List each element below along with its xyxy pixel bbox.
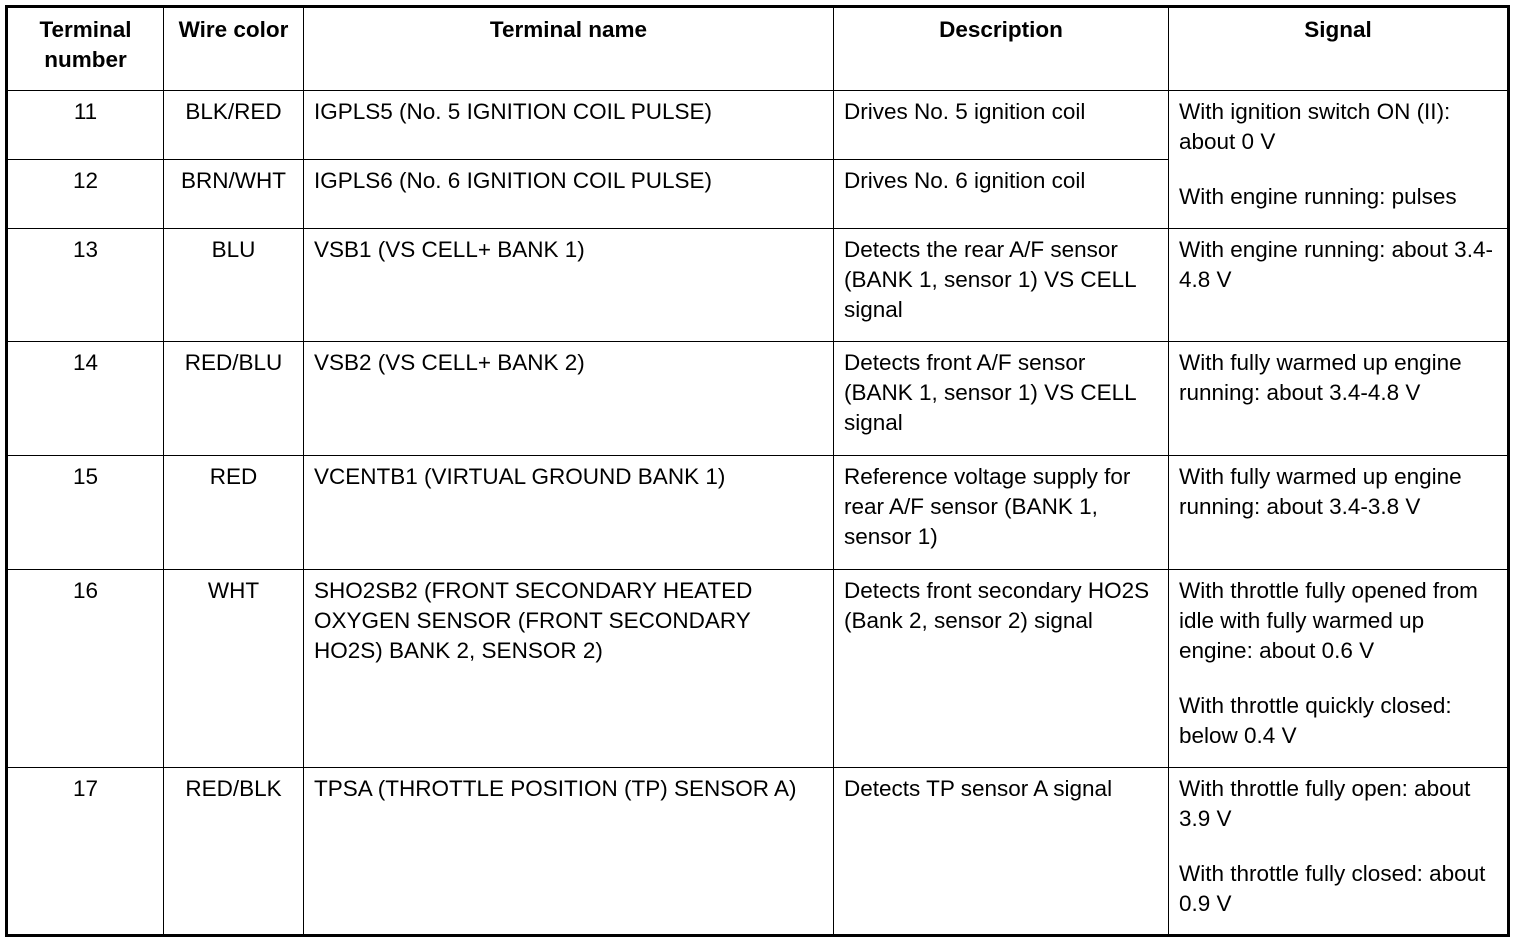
page bbox=[5, 5, 1510, 937]
table-row bbox=[7, 768, 1509, 936]
terminal-number-cell: 11 bbox=[7, 91, 164, 160]
description-cell: Detects front A/F sensor (BANK 1, sensor 1) VS CELL signal bbox=[834, 342, 1169, 456]
terminal-number-cell: 12 bbox=[7, 160, 164, 229]
wire-color-cell: BRN/WHT bbox=[164, 160, 304, 229]
terminal-name-cell: IGPLS5 (No. 5 IGNITION COIL PULSE) bbox=[304, 91, 834, 160]
signal-line: With throttle fully closed: about 0.9 V bbox=[1179, 861, 1486, 916]
signal-cell bbox=[1169, 570, 1509, 768]
table-row bbox=[7, 456, 1509, 570]
wire-color-cell: RED/BLK bbox=[164, 768, 304, 936]
header-wire-color: Wire color bbox=[164, 7, 304, 91]
signal-cell bbox=[1169, 91, 1509, 229]
wire-color-cell: BLU bbox=[164, 229, 304, 342]
table-row bbox=[7, 342, 1509, 456]
header-terminal-name: Terminal name bbox=[304, 7, 834, 91]
table-row bbox=[7, 570, 1509, 768]
terminal-number-cell: 14 bbox=[7, 342, 164, 456]
table-row bbox=[7, 91, 1509, 160]
description-cell: Detects TP sensor A signal bbox=[834, 768, 1169, 936]
terminal-number-cell: 16 bbox=[7, 570, 164, 768]
table-row bbox=[7, 229, 1509, 342]
wire-color-cell: WHT bbox=[164, 570, 304, 768]
terminal-number-cell: 13 bbox=[7, 229, 164, 342]
signal-cell bbox=[1169, 768, 1509, 936]
signal-cell bbox=[1169, 229, 1509, 342]
description-cell: Detects the rear A/F sensor (BANK 1, sensor 1) VS CELL signal bbox=[834, 229, 1169, 342]
terminal-name-cell: VCENTB1 (VIRTUAL GROUND BANK 1) bbox=[304, 456, 834, 570]
terminal-number-cell: 15 bbox=[7, 456, 164, 570]
wire-color-cell: RED/BLU bbox=[164, 342, 304, 456]
wire-color-cell: BLK/RED bbox=[164, 91, 304, 160]
terminal-name-cell: VSB1 (VS CELL+ BANK 1) bbox=[304, 229, 834, 342]
signal-line: With throttle fully open: about 3.9 V bbox=[1179, 776, 1471, 831]
terminal-table bbox=[5, 5, 1510, 937]
terminal-name-cell: IGPLS6 (No. 6 IGNITION COIL PULSE) bbox=[304, 160, 834, 229]
terminal-name-cell: TPSA (THROTTLE POSITION (TP) SENSOR A) bbox=[304, 768, 834, 936]
signal-cell bbox=[1169, 456, 1509, 570]
signal-line: With fully warmed up engine running: about 3.4-3.8 V bbox=[1179, 464, 1462, 519]
header-row bbox=[7, 7, 1509, 91]
description-cell: Drives No. 6 ignition coil bbox=[834, 160, 1169, 229]
terminal-name-cell: VSB2 (VS CELL+ BANK 2) bbox=[304, 342, 834, 456]
signal-line: With engine running: pulses bbox=[1179, 184, 1457, 209]
signal-line: With engine running: about 3.4-4.8 V bbox=[1179, 237, 1493, 292]
terminal-name-cell: SHO2SB2 (FRONT SECONDARY HEATED OXYGEN SENSOR (FRONT SECONDARY HO2S) BANK 2, SENSOR 2) bbox=[304, 570, 834, 768]
description-cell: Reference voltage supply for rear A/F sensor (BANK 1, sensor 1) bbox=[834, 456, 1169, 570]
signal-line: With throttle fully opened from idle with fully warmed up engine: about 0.6 V bbox=[1179, 578, 1478, 663]
terminal-number-cell: 17 bbox=[7, 768, 164, 936]
signal-cell bbox=[1169, 342, 1509, 456]
description-cell: Drives No. 5 ignition coil bbox=[834, 91, 1169, 160]
header-terminal-number: Terminal number bbox=[7, 7, 164, 91]
signal-line: With fully warmed up engine running: about 3.4-4.8 V bbox=[1179, 350, 1462, 405]
description-cell: Detects front secondary HO2S (Bank 2, sensor 2) signal bbox=[834, 570, 1169, 768]
signal-line: With throttle quickly closed: below 0.4 V bbox=[1179, 693, 1452, 748]
header-signal: Signal bbox=[1169, 7, 1509, 91]
wire-color-cell: RED bbox=[164, 456, 304, 570]
signal-line: With ignition switch ON (II): about 0 V bbox=[1179, 99, 1451, 154]
header-description: Description bbox=[834, 7, 1169, 91]
